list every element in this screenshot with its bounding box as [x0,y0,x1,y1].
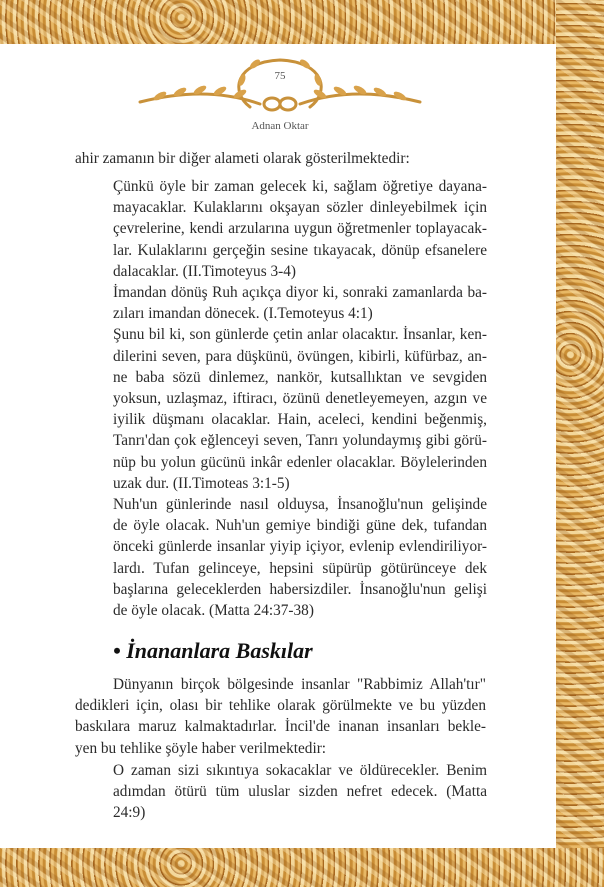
running-header-author: Adnan Oktar [251,120,309,132]
quote-line: İmandan dönüş Ruh açıkça diyor ki, sonraki zamanlarda ba- [113,284,487,301]
ornate-border-right [556,0,604,887]
quote-line: mayacaklar. Kulaklarını okşayan sözler dinleyebilmek için [113,199,487,217]
quote-line: adımdan ötürü tüm uluslar sizden nefret edecek. (Matta [113,783,487,801]
quote-line: de öyle olacak. (Matta 24:37-38) [113,602,314,619]
page-number: 75 [274,70,286,82]
ornate-border-top [0,0,604,44]
laurel-wreath-ornament [130,52,430,122]
quote-line: başlarına geleceklerden habersizdiler. İnsanoğlu'nun gelişi [113,580,487,598]
quote-line: çevrelerine, kendi arzularına uygun öğretmenler toplayacak- [113,220,487,238]
quote-line: iyilik düşmanı olacaklar. Hain, aceleci, kendini beğenmiş, [113,411,487,429]
quote-line: önceki günlerde insanlar yiyip içiyor, evlenip evlendiriliyor- [113,538,487,556]
quote-line: Tanrı'dan çok eğlenceyi seven, Tanrı yolundaymış gibi görü- [113,432,487,450]
quote-line: lar. Kulaklarını gerçeğin sesine tıkayacak, dönüp efsanelere [113,241,487,259]
quote-line: O zaman sizi sıkıntıya sokacaklar ve öldürecekler. Benim [113,762,487,779]
quote-line: lardı. Tufan gelinceye, hepsini süpürüp götürünceye dek [113,559,487,577]
quote-line: dilerini seven, para düşkünü, övüngen, kibirli, küfürbaz, an- [113,347,487,365]
quote-line: Şunu bil ki, son günlerde çetin anlar olacaktır. İnsanlar, ken- [113,326,487,344]
ornate-border-bottom [0,848,604,887]
quote-line: Çünkü öyle bir zaman gelecek ki, sağlam öğretiye dayana- [113,178,487,195]
quote-line: Nuh'un günlerinde nasıl olduysa, İnsanoğlu'nun gelişinde [113,496,487,513]
quote-line: yoksun, uzlaşmaz, iftiracı, özünü denetleyemeyen, azgın ve [113,390,487,407]
text-line: ahir zamanın bir diğer alameti olarak gösterilmektedir: [75,150,410,167]
quote-line: dalacaklar. (II.Timoteyus 3-4) [113,262,296,280]
quote-line: ne baba sözü dinlemez, nankör, kutsallıktan ve sevgiden [113,368,487,386]
paragraph-line: Dünyanın birçok bölgesinde insanlar "Rabbimiz Allah'tır" [113,676,486,693]
quote-line: de öyle olacak. Nuh'un gemiye bindiği güne dek, tufandan [113,517,487,535]
paragraph-line: baskılara maruz kalmaktadırlar. İncil'de inanan insanları bekle- [75,718,486,736]
paragraph-line: yen bu tehlike şöyle haber verilmektedir: [75,739,327,757]
section-heading: • İnananlara Baskılar [113,638,313,663]
quote-line: uzak dur. (II.Timoteas 3:1-5) [113,474,290,492]
quote-line: 24:9) [113,804,146,822]
quote-line: nüp bu yolun gücünü inkâr edenler olacaklar. Böylelerinden [113,453,487,471]
paragraph-line: dedikleri için, olası bir tehlike olarak görülmekte ve bu yüzden [75,697,486,715]
quote-line: zıları imandan dönecek. (I.Temoteyus 4:1) [113,305,373,323]
